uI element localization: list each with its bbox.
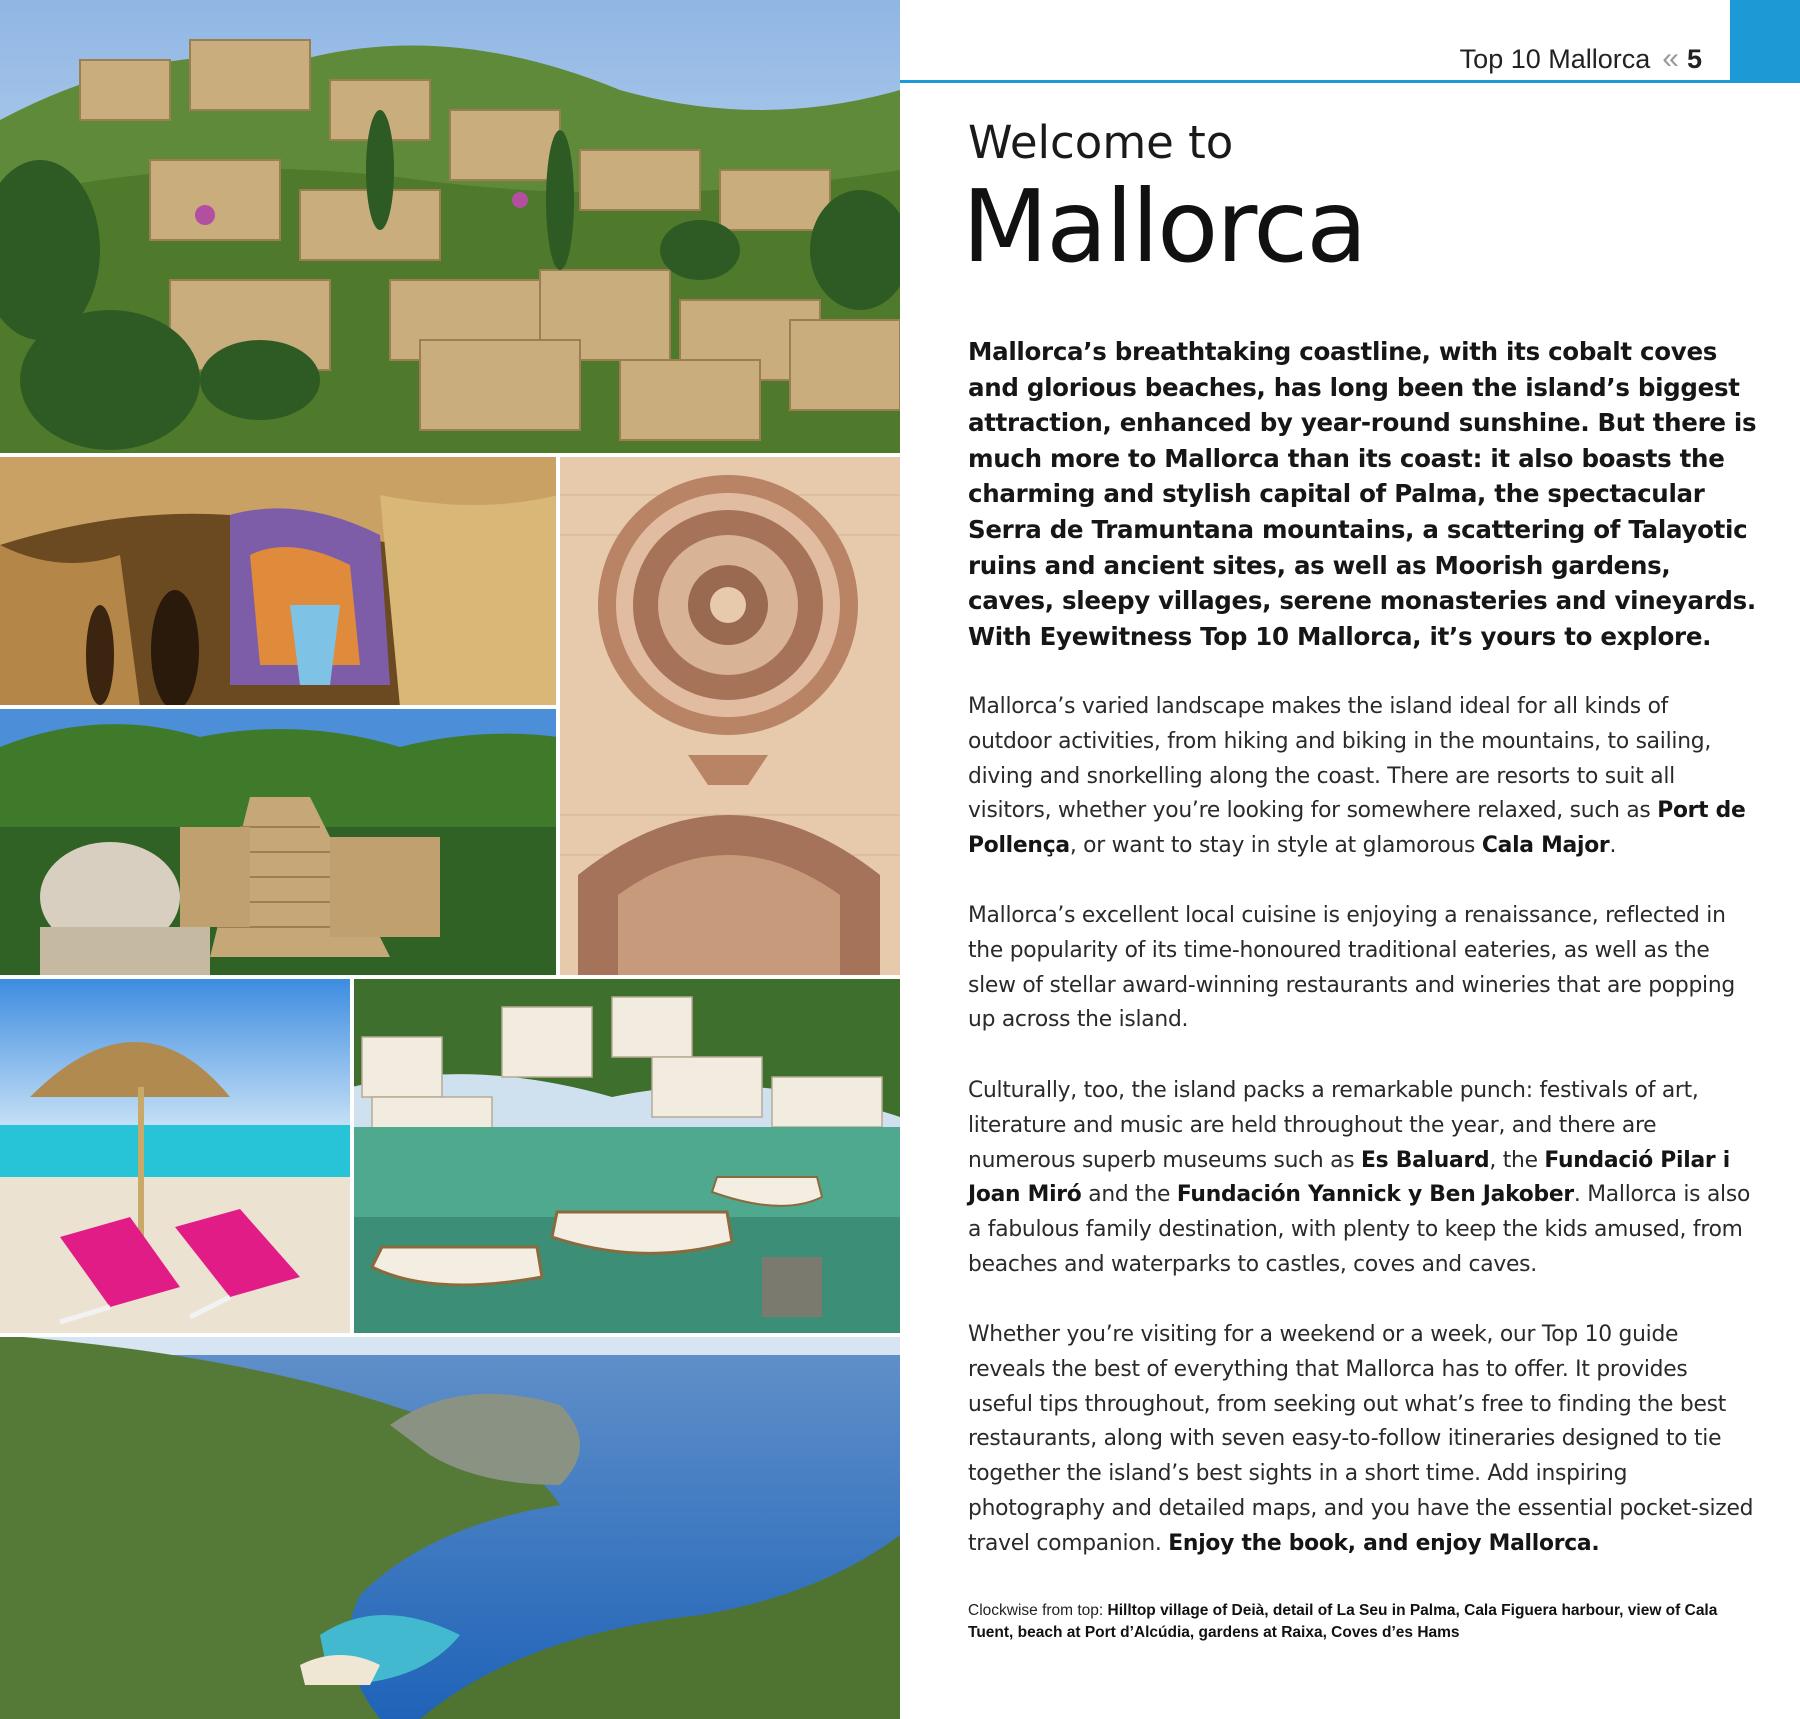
para-text: and the	[1081, 1182, 1177, 1208]
photo-hilltop-village-deia	[0, 0, 900, 455]
collage-gutter	[350, 977, 354, 1335]
collage-gutter	[0, 705, 558, 709]
collage-gutter	[0, 975, 900, 979]
page-corner-tab	[1730, 0, 1800, 83]
photo-coves-des-hams	[0, 455, 558, 707]
place-name: Port de Pollença	[968, 798, 1746, 859]
para-text: , or want to stay in style at glamorous	[1069, 833, 1482, 859]
museum-name: Fundación Yannick y Ben Jakober	[1176, 1182, 1574, 1208]
running-head	[1460, 42, 1702, 76]
para-text: Mallorca’s varied landscape makes the island ideal for all kinds of outdoor activities, from hiking and biking in the mountains, to sailing, diving and snorkelling along the coast. There are resorts to suit all visitors, whether you’re looking for somewhere relaxed, such as	[968, 694, 1712, 824]
photo-beach-port-dalcudia	[0, 977, 352, 1335]
collage-gutter	[0, 453, 900, 457]
photo-cala-figuera-harbour	[352, 977, 900, 1335]
closing-line: Enjoy the book, and enjoy Mallorca.	[1168, 1530, 1600, 1556]
photo-la-seu-palma-detail	[558, 455, 900, 977]
section-title: Top 10 Mallorca	[1459, 43, 1651, 74]
page-title: Mallorca	[962, 168, 1366, 285]
photo-view-of-cala-tuent	[0, 1335, 900, 1719]
photo-caption	[968, 1600, 1758, 1644]
chevron-left-icon: «	[1662, 42, 1675, 75]
para-text: , the	[1489, 1147, 1545, 1173]
museum-name: Es Baluard	[1361, 1147, 1490, 1173]
body-paragraph-guide	[968, 1318, 1758, 1562]
para-text: . Mallorca is also a fabulous family destination, with plenty to keep the kids amused, from beaches and waterparks to castles, coves and caves.	[968, 1182, 1751, 1277]
collage-gutter	[0, 1333, 900, 1337]
photo-gardens-at-raixa	[0, 707, 558, 977]
caption-text: Hilltop village of Deià, detail of La Seu in Palma, Cala Figuera harbour, view of Cala Tuent, beach at Port d’Alcúdia, gardens at Raixa, Coves d’es Hams	[968, 1602, 1718, 1641]
museum-name: Fundació Pilar i Joan Miró	[968, 1147, 1730, 1208]
para-text: Whether you’re visiting for a weekend or a week, our Top 10 guide reveals the best of everything that Mallorca has to offer. It provides useful tips throughout, from seeking out what’s free to finding the best restaurants, along with seven easy-to-follow itineraries designed to tie together the island’s best sights in a short time. Add inspiring photography and detailed maps, and you have the essential pocket-sized travel companion.	[968, 1322, 1754, 1556]
para-text: .	[1609, 833, 1617, 859]
page-number: 5	[1686, 43, 1702, 74]
para-text: Culturally, too, the island packs a remarkable punch: festivals of art, literature and music are held throughout the year, and there are numerous superb museums such as	[968, 1078, 1699, 1173]
title-welcome: Welcome to	[968, 116, 1234, 169]
body-paragraph-cuisine: Mallorca’s excellent local cuisine is enjoying a renaissance, reflected in the popularity of its time-honoured traditional eateries, as well as the slew of stellar award-winning restaurants and wineries that are popping up across the island.	[968, 903, 1736, 1033]
collage-gutter	[556, 455, 560, 977]
header-rule	[900, 80, 1800, 83]
body-paragraph-activities	[968, 690, 1758, 864]
body-paragraph-culture	[968, 1074, 1758, 1283]
caption-lead: Clockwise from top:	[968, 1602, 1108, 1619]
place-name: Cala Major	[1481, 833, 1610, 859]
lead-paragraph: Mallorca’s breathtaking coastline, with its cobalt coves and glorious beaches, has long been the island’s biggest attraction, enhanced by year-round sunshine. But there is much more to Mallorca than its coast: it also boasts the charming and stylish capital of Palma, the spectacular Serra de Tramuntana mountains, a scattering of Talayotic ruins and ancient sites, as well as Moorish gardens, caves, sleepy villages, serene monasteries and vineyards. With Eyewitness Top 10 Mallorca, it’s yours to explore.	[968, 337, 1757, 651]
